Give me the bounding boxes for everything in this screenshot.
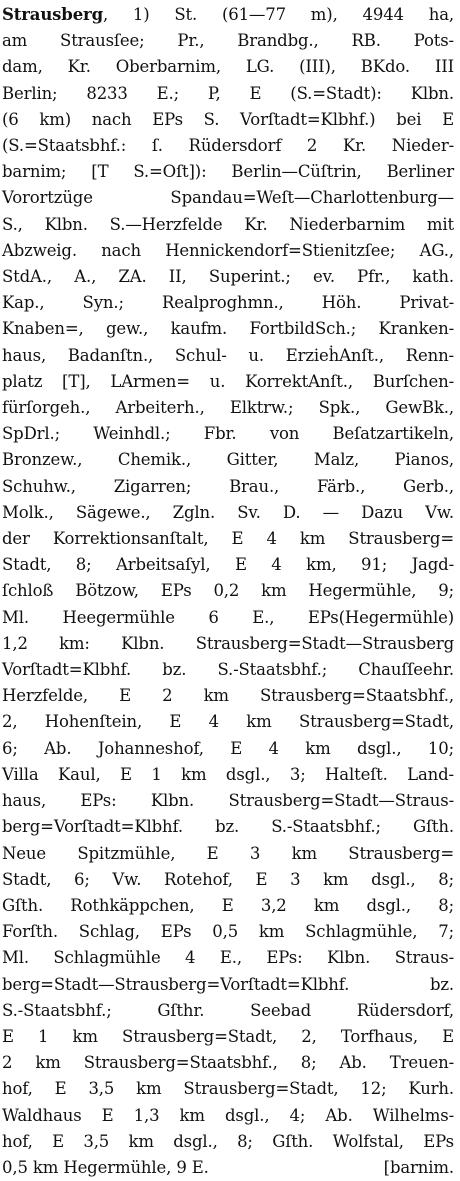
text-line: fürſorgeh., Arbeiterh., Elktrw.; Spk., GewBk.,	[2, 398, 454, 418]
text-line: SpDrl.; Weinhdl.; Fbr. von Beſatzartikeln,	[2, 424, 454, 444]
text-line: hof, E 3,5 km Strausberg=Stadt, 12; Kurh.	[2, 1079, 454, 1099]
text-line: Herzfelde, E 2 km Strausberg=Staatsbhf.,	[2, 686, 454, 706]
text-line: Stadt, 6; Vw. Rotehof, E 3 km dsgl., 8;	[2, 869, 454, 889]
text-line: Villa Kaul, E 1 km dsgl., 3; Halteſt. Land-	[2, 764, 454, 784]
text-line: Forſth. Schlag, EPs 0,5 km Schlagmühle, 7;	[2, 922, 454, 942]
text-line: Molk., Sägewe., Zgln. Sv. D. — Dazu Vw.	[2, 502, 454, 522]
entry-first-line: Strausberg, 1) St. (61—77 m), 4944 ha,	[2, 5, 454, 24]
text-line: Schuhw., Zigarren; Brau., Färb., Gerb.,	[2, 476, 454, 496]
text-line: der Korrektionsanſtalt, E 4 km Strausberg=	[2, 529, 454, 549]
text-line: platz [T], LArmen= u. KorrektAnſt., Burſchen-	[2, 371, 454, 391]
text-line: ſchloß Bötzow, EPs 0,2 km Hegermühle, 9;	[2, 581, 454, 601]
text-line: (S.=Staatsbhf.: ſ. Rüdersdorf 2 Kr. Nieder-	[2, 136, 454, 156]
text-line: Kap., Syn.; Realproghmn., Höh. Privat-	[2, 293, 454, 313]
text-line: haus, EPs: Klbn. Strausberg=Stadt—Straus-	[2, 791, 454, 811]
text-line: Neue Spitzmühle, E 3 km Strausberg=	[2, 843, 454, 863]
text-line: Ml. Heegermühle 6 E., EPs(Hegermühle)	[2, 607, 454, 627]
text-line: Vorſtadt=Klbhf. bz. S.-Staatsbhf.; Chauſſeehr.	[2, 660, 454, 680]
text-line: berg=Stadt—Strausberg=Vorſtadt=Klbhf. bz.	[2, 974, 454, 994]
text-line: 6; Ab. Johanneshof, E 4 km dsgl., 10;	[2, 738, 454, 758]
entry-headword: Strausberg	[2, 5, 103, 24]
text-line: (6 km) nach EPs S. Vorſtadt=Klbhf.) bei E	[2, 109, 454, 129]
text-line: Waldhaus E 1,3 km dsgl., 4; Ab. Wilhelms-	[2, 1105, 454, 1125]
text-line: StdA., A., ZA. II, Superint.; ev. Pfr., kath.	[2, 267, 454, 287]
text-line: am Strausſee; Pr., Brandbg., RB. Pots-	[2, 31, 454, 51]
text-line: hof, E 3,5 km dsgl., 8; Gſth. Wolfstal, EPs	[2, 1131, 454, 1151]
text-line-right: [barnim.	[383, 1157, 454, 1177]
text-line: berg=Vorſtadt=Klbhf. bz. S.-Staatsbhf.; Gſth.	[2, 817, 454, 837]
text-line: Ml. Schlagmühle 4 E., EPs: Klbn. Straus-	[2, 948, 454, 968]
text-line: S.-Staatsbhf.; Gſthr. Seebad Rüdersdorf,	[2, 1000, 454, 1020]
text-line: barnim; [T S.=Oſt]): Berlin—Cüſtrin, Berliner	[2, 162, 454, 182]
text-line: 1,2 km: Klbn. Strausberg=Stadt—Strausberg	[2, 633, 454, 653]
text-line: Stadt, 8; Arbeitsaſyl, E 4 km, 91; Jagd-	[2, 555, 454, 575]
text-line	[2, 1155, 454, 1181]
text-line: Berlin; 8233 E.; P, E (S.=Stadt): Klbn.	[2, 83, 454, 103]
text-line: Bronzew., Chemik., Gitter, Malz, Pianos,	[2, 450, 454, 470]
text-line: 2, Hohenſtein, E 4 km Strausberg=Stadt,	[2, 712, 454, 732]
text-line: Vorortzüge Spandau=Weſt—Charlottenburg—	[2, 188, 454, 208]
text-line: 2 km Strausberg=Staatsbhf., 8; Ab. Treuen-	[2, 1053, 454, 1073]
gazetteer-entry-last-line	[2, 1155, 454, 1181]
text-line: S., Klbn. S.—Herzfelde Kr. Niederbarnim mit	[2, 214, 454, 234]
text-line: dam, Kr. Oberbarnim, LG. (III), BKdo. III	[2, 57, 454, 77]
gazetteer-entry	[2, 2, 454, 1155]
text-line: Abzweig. nach Hennickendorf=Stienitzſee; AG.,	[2, 240, 454, 260]
text-line: E 1 km Strausberg=Stadt, 2, Torfhaus, E	[2, 1026, 454, 1046]
text-line: Gſth. Rothkäppchen, E 3,2 km dsgl., 8;	[2, 895, 454, 915]
text-line: haus, Badanſtn., Schul- u. ErzieḣAnſt., Renn-	[2, 345, 454, 365]
text-line-left: 0,5 km Hegermühle, 9 E.	[2, 1157, 209, 1177]
text-line: Knaben=, gew., kaufm. FortbildSch.; Kranken-	[2, 319, 454, 339]
